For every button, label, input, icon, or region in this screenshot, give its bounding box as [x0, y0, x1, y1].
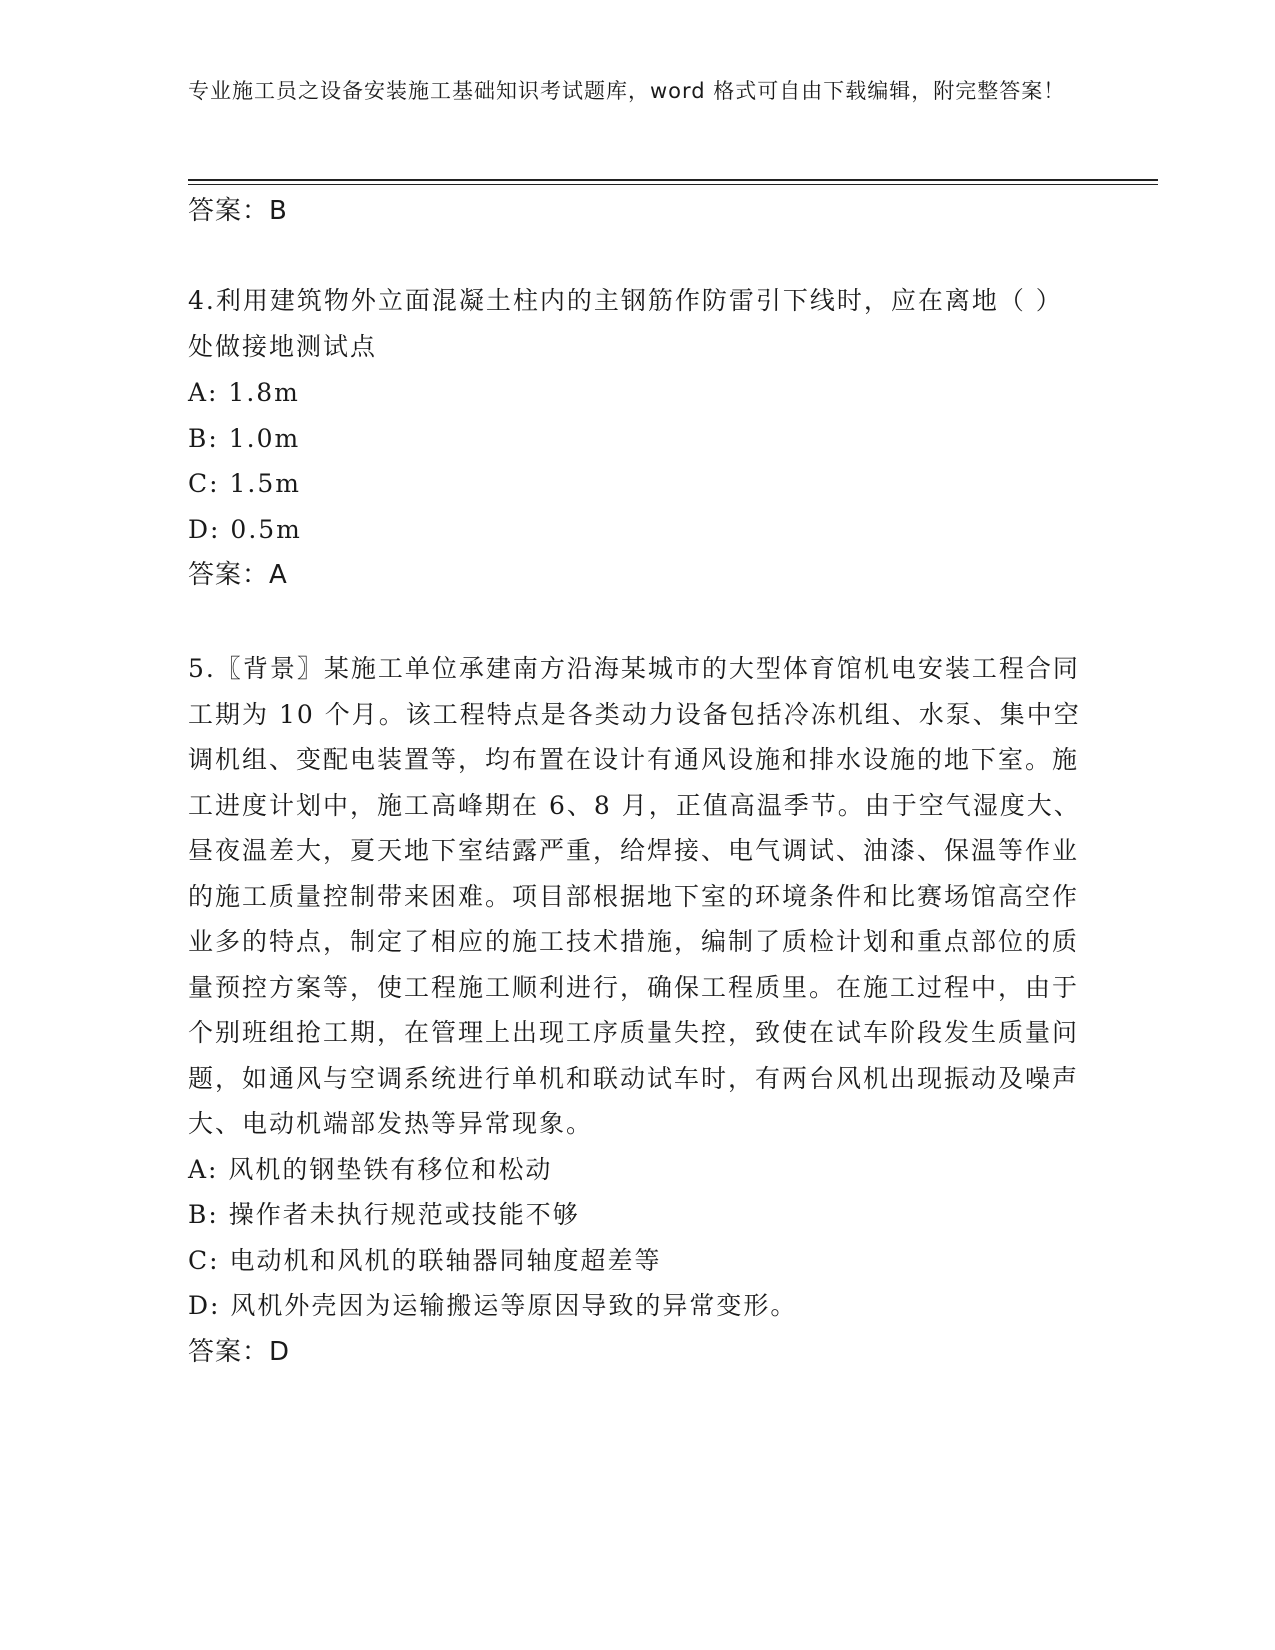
option-b: B: 1.0m — [188, 423, 301, 453]
question-text: 4.利用建筑物外立面混凝土柱内的主钢筋作防雷引下线时，应在离地（ ）处做接地测试点 — [188, 286, 1063, 361]
header-rule-thick — [188, 179, 1158, 181]
option-c: C: 1.5m — [188, 469, 301, 498]
answer-line: 答案：A — [188, 560, 288, 590]
question-text: 5.〖背景〗某施工单位承建南方沿海某城市的大型体育馆机电安装工程合同工期为 10 个月。该工程特点是各类动力设备包括冷冻机组、水泵、集中空调机组、变配电装置等，均布置在设计有通风设施和排水设施的地下室。施工进度计划中，施工高峰期在 6、8 月，正值高温季节。由于空气湿度大、昼夜温差大，夏天地下室结露严重，给焊接、电气调试、油漆、保温等作业的施工质量控制带来困难。项目部根据地下室的环境条件和比赛场馆高空作业多的特点，制定了相应的施工技术措施，编制了质检计划和重点部位的质量预控方案等，使工程施工顺利进行，确保工程质里。在施工过程中，由于个别班组抢工期，在管理上出现工序质量失控，致使在试车阶段发生质量问题，如通风与空调系统进行单机和联动试车时，有两台风机出现振动及噪声大、电动机端部发热等异常现象。 — [188, 654, 1081, 1138]
answer-line: 答案：D — [188, 1336, 291, 1367]
option-b: B: 操作者未执行规范或技能不够 — [188, 1200, 580, 1229]
header-rule-thin — [188, 184, 1158, 185]
document-header: 专业施工员之设备安装施工基础知识考试题库，word 格式可自由下载编辑，附完整答案！ — [188, 79, 1066, 103]
option-a: A: 1.8m — [188, 378, 300, 407]
question-4 — [188, 278, 1088, 598]
option-d: D: 风机外壳因为运输搬运等原因导致的异常变形。 — [188, 1291, 798, 1320]
option-d: D: 0.5m — [188, 514, 302, 544]
answer-line: 答案：B — [188, 196, 288, 226]
option-a: A: 风机的钢垫铁有移位和松动 — [188, 1154, 553, 1184]
option-c: C: 电动机和风机的联轴器同轴度超差等 — [188, 1245, 662, 1275]
question-5 — [188, 646, 1088, 1375]
document-body — [188, 188, 1088, 1375]
